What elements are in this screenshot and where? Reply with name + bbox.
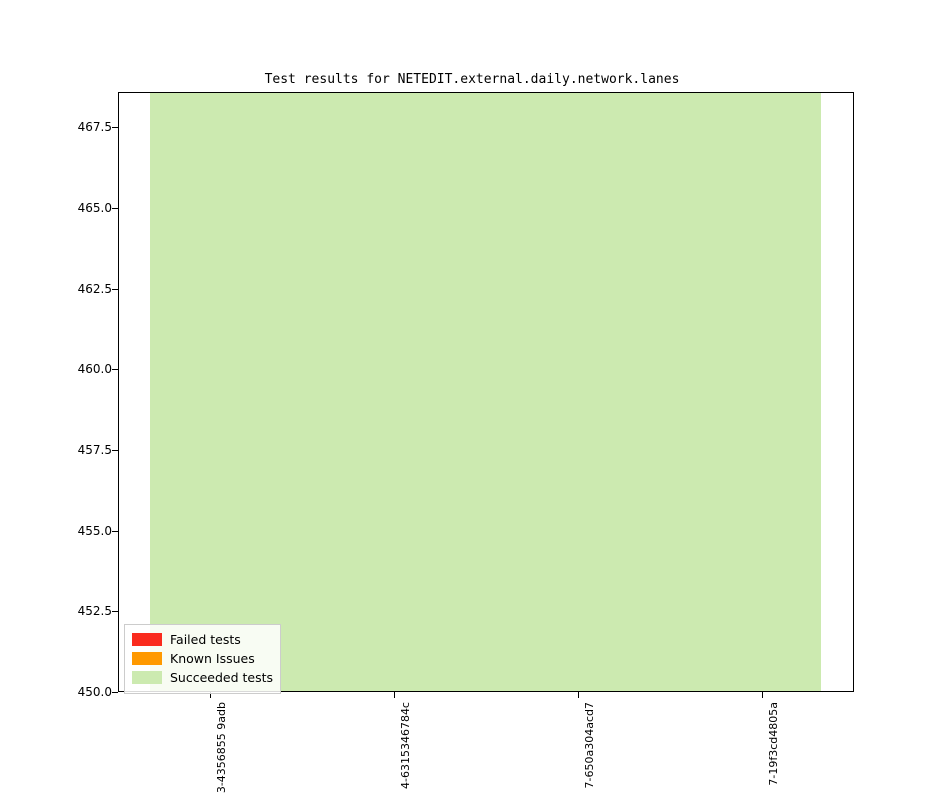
chart-legend [124,624,281,694]
x-tick-label: 7-650a304acd7 [583,702,596,789]
x-tick-mark [394,692,395,698]
legend-swatch [132,633,162,646]
y-tick-mark [112,369,118,370]
legend-swatch [132,652,162,665]
x-tick-mark [578,692,579,698]
y-tick-mark [112,692,118,693]
y-tick-label: 467.5 [77,120,112,135]
legend-label: Succeeded tests [170,670,274,685]
y-tick-label: 455.0 [77,523,112,538]
legend-item[interactable] [132,649,273,668]
y-tick-mark [112,289,118,290]
legend-item[interactable] [132,630,273,649]
legend-item[interactable] [132,668,273,687]
legend-label: Failed tests [170,632,241,647]
y-tick-label: 457.5 [77,443,112,458]
bar-segment [150,92,821,691]
chart-title: Test results for NETEDIT.external.daily.network.lanes [264,72,680,87]
y-tick-mark [112,450,118,451]
y-tick-mark [112,208,118,209]
y-axis-tick-labels [40,92,112,699]
y-tick-label: 462.5 [77,281,112,296]
x-tick-label: 4-6315346784c [399,702,412,790]
x-tick-mark [762,692,763,698]
y-tick-label: 450.0 [77,685,112,699]
y-tick-mark [112,611,118,612]
y-tick-label: 452.5 [77,604,112,619]
x-tick-label: 3-4356855 9adb [215,702,228,793]
y-tick-mark [112,127,118,128]
y-tick-label: 465.0 [77,201,112,216]
x-tick-label: 7-19f3cd4805a [767,702,780,786]
y-tick-mark [112,531,118,532]
legend-label: Known Issues [170,651,255,666]
y-tick-label: 460.0 [77,362,112,377]
x-axis-tick-labels [118,692,854,793]
legend-swatch [132,671,162,684]
stacked-bars [119,93,853,691]
plot-area [118,92,854,692]
